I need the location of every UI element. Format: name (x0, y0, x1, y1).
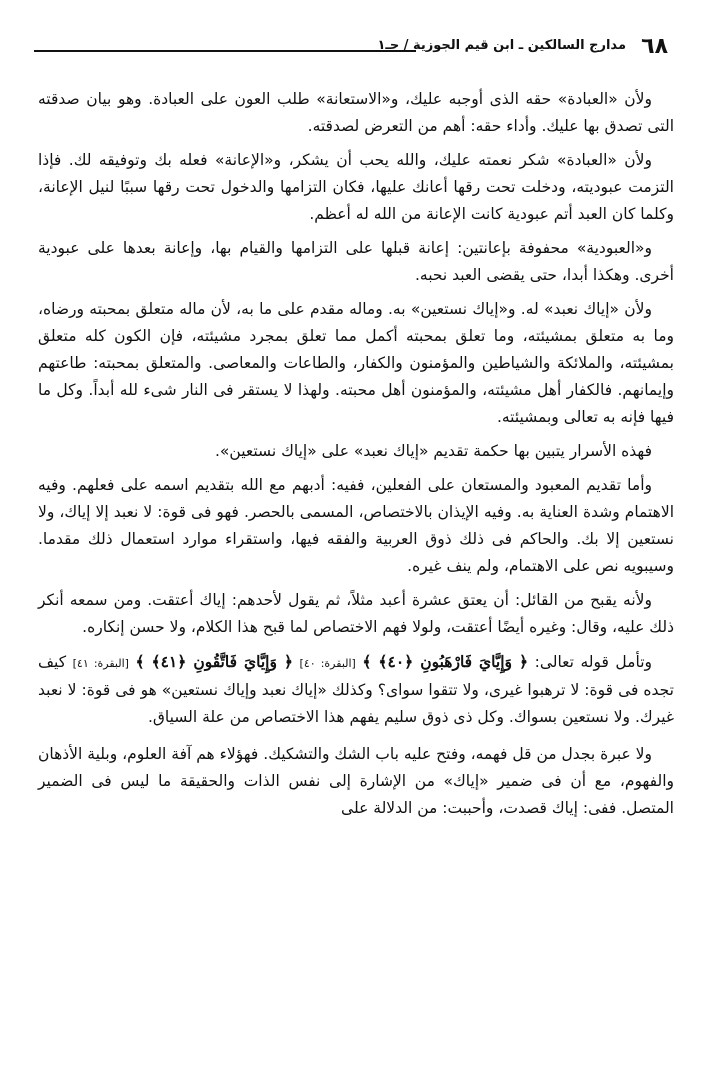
page-number: ٦٨ (641, 34, 668, 59)
quran-verse-2: ﴿ وَإِيَّايَ فَاتَّقُونِ ﴿٤١﴾ ﴾ (135, 652, 293, 671)
verse-reference-2: [البقرة: ٤١] (72, 657, 129, 670)
body-text (38, 86, 674, 829)
verse-reference-1: [البقرة: ٤٠] (299, 657, 356, 670)
paragraph-5: فهذه الأسرار يتبين بها حكمة تقديم «إياك نعبد» على «إياك نستعين». (215, 442, 652, 460)
paragraph-3: و«العبودية» محفوفة بإعانتين: إعانة قبلها على التزامها والقيام بها، وإعانة بعدها على عبودية أخرى. وهكذا أبدا، حتى يقضى العبد نحبه. (38, 239, 674, 284)
paragraph-6: وأما تقديم المعبود والمستعان على الفعلين، ففيه: أدبهم مع الله بتقديم اسمه على فعلهم. وفيه الاهتمام وشدة العناية به. وفيه الإيذان بالاختصاص، المسمى بالحصر. فهو فى قوة: لا نعبد إلا إياك، ولا نستعين إلا بك. والحاكم فى ذلك ذوق العربية والفقه فيها، واستقراء موارد استعمال ذلك مقدما. وسيبويه نص على الاهتمام، ولم ينف غيره. (38, 476, 674, 575)
paragraph-verse (38, 648, 674, 731)
paragraph-7: ولأنه يقبح من القائل: أن يعتق عشرة أعبد مثلاً، ثم يقول لأحدهم: إياك أعتقت. ومن سمعه أنكر ذلك عليه، وقال: وغيره أيضًا أعتقت، ولولا فهم الاختصاص لما قبح هذا الكلام، ولا حسن إنكاره. (38, 591, 674, 636)
paragraph-4: ولأن «إياك نعبد» له. و«إياك نستعين» به. وماله مقدم على ما به، لأن ماله متعلق بمحبته ورضاه، وما به متعلق بمشيئته، وما تعلق بمحبته أكمل مما تعلق بمجرد مشيئته، فإن الكون كله متعلق بمشيئته، والملائكة والشياطين والمؤمنون والكفار، والطاعات والمعاصى. والمتعلق بمحبته: طاعتهم وإيمانهم. فالكفار أهل مشيئته، والمؤمنون أهل محبته. ولهذا لا يستقر فى النار شىء لله أبداً. وكل ما فيها فإنه به تعالى وبمشيئته. (38, 300, 674, 426)
header-rule (34, 50, 416, 52)
quran-verse-1: ﴿ وَإِيَّايَ فَارْهَبُونِ ﴿٤٠﴾ ﴾ (362, 652, 529, 671)
verse-commentary: كيف تجده فى قوة: لا ترهبوا غيرى، ولا تتقوا سواى؟ وكذلك «إياك نعبد وإياك نستعين» هو فى قوة: لا نعبد غيرك. ولا نستعين بسواك. وكل ذى ذوق سليم يفهم هذا الاختصاص من علة السياق. (38, 653, 674, 726)
verse-intro: وتأمل قوله تعالى: (534, 653, 652, 671)
paragraph-final: ولا عبرة بجدل من قل فهمه، وفتح عليه باب الشك والتشكيك. فهؤلاء هم آفة العلوم، وبلية الأذهان والفهوم، مع أن فى ضمير «إياك» من الإشارة إلى نفس الذات والحقيقة ما ليس فى الضمير المتصل. ففى: إياك قصدت، وأحببت: من الدلالة على (38, 745, 674, 817)
running-title: مدارج السالكين ـ ابن قيم الجوزية / جـ١ (377, 38, 626, 53)
page-header (34, 34, 674, 62)
paragraph-1: ولأن «العبادة» حقه الذى أوجبه عليك، و«الاستعانة» طلب العون على العبادة. وهو بيان صدقته التى تصدق بها عليك. وأداء حقه: أهم من التعرض لصدقته. (38, 90, 674, 135)
paragraph-2: ولأن «العبادة» شكر نعمته عليك، والله يحب أن يشكر، و«الإعانة» فعله بك وتوفيقه لك. فإذا التزمت عبوديته، ودخلت تحت رقها أعانك عليها، فكان التزامها والدخول تحت رقها سببًا لنيل الإعانة، وكلما كان العبد أتم عبودية كانت الإعانة من الله له أعظم. (38, 151, 674, 223)
